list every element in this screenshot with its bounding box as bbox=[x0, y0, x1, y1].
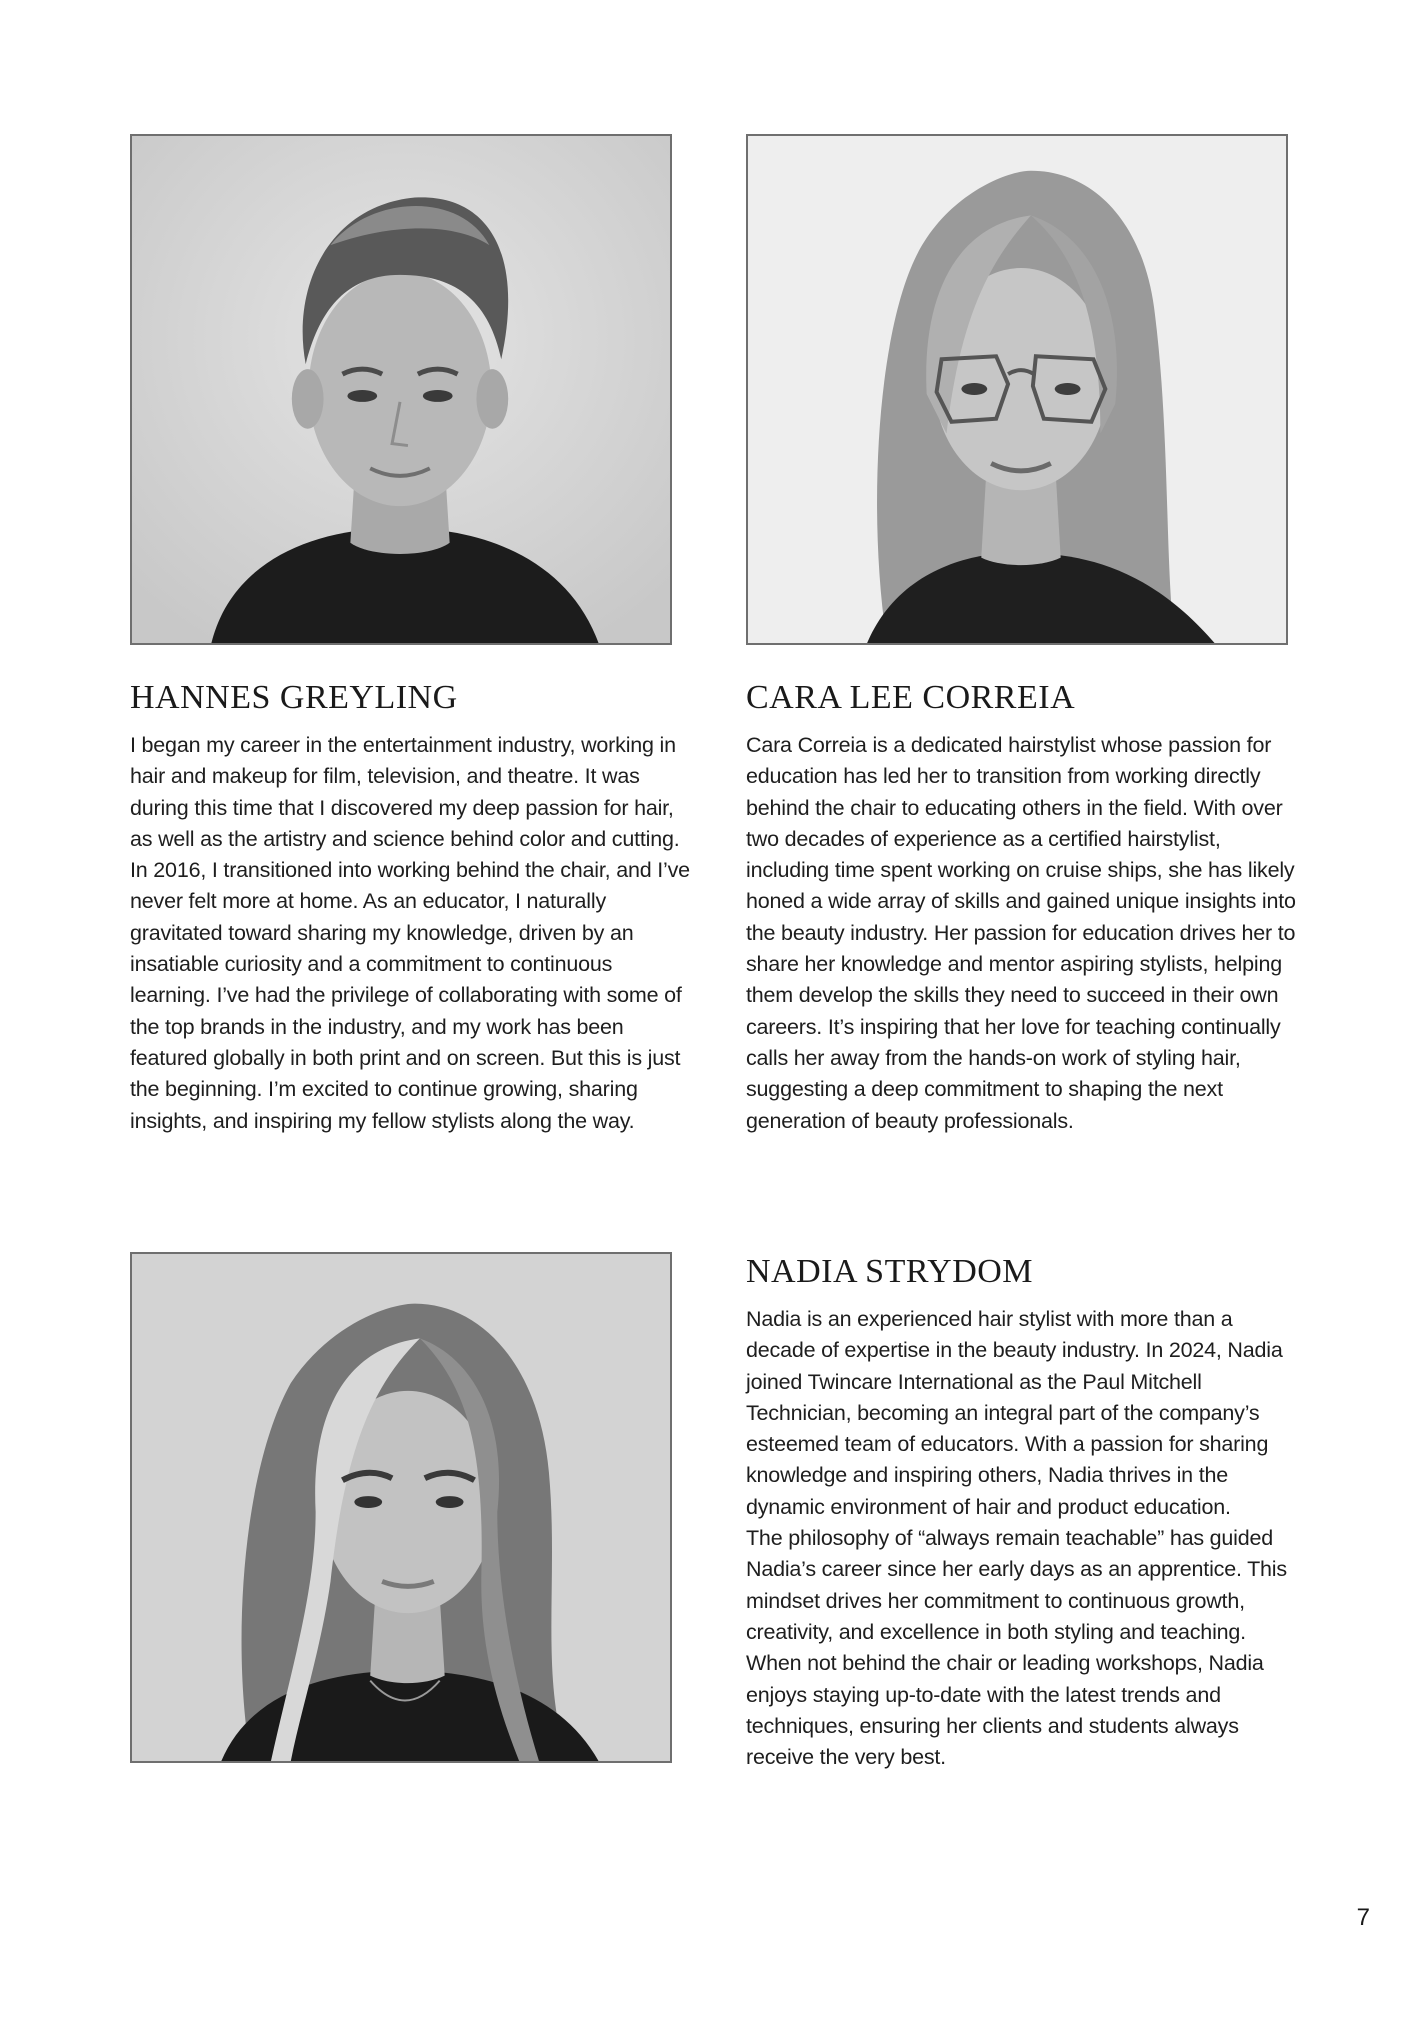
bio-paragraph: I began my career in the entertainment industry, working in hair and makeup for film, television, and theatre. It was during this time that I discovered my deep passion for hair, as well as the artistry and science behind color and cutting. In 2016, I transitioned into working behind the chair, and I’ve never felt more at home. As an educator, I naturally gravitated toward sharing my knowledge, driven by an insatiable curiosity and a commitment to continuous learning. I’ve had the privilege of collaborating with some of the top brands in the industry, and my work has been featured globally in both print and on screen. But this is just the beginning. I’m excited to continue growing, sharing insights, and inspiring my fellow stylists along the way. bbox=[130, 733, 690, 1133]
bio-paragraph: The philosophy of “always remain teachable” has guided Nadia’s career since her early days as an apprentice. This mindset drives her commitment to continuous growth, creativity, and excellence in both styling and teaching. bbox=[746, 1526, 1287, 1644]
portrait-cara-lee-correia bbox=[746, 134, 1288, 645]
profile-bio bbox=[746, 1304, 1306, 1773]
profile-bio bbox=[130, 730, 690, 1137]
profile-bio bbox=[746, 730, 1306, 1137]
bio-paragraph: Cara Correia is a dedicated hairstylist whose passion for education has led her to transition from working directly behind the chair to educating others in the field. With over two decades of experience as a certified hairstylist, including time spent working on cruise ships, she has likely honed a wide array of skills and gained unique insights into the beauty industry. Her passion for education drives her to share her knowledge and mentor aspiring stylists, helping them develop the skills they need to succeed in their own careers. It’s inspiring that her love for teaching continually calls her away from the hands-on work of styling hair, suggesting a deep commitment to shaping the next generation of beauty professionals. bbox=[746, 733, 1296, 1133]
profile-nadia-strydom bbox=[746, 1252, 1306, 1773]
bio-paragraph: When not behind the chair or leading workshops, Nadia enjoys staying up-to-date with the latest trends and techniques, ensuring her clients and students always receive the very best. bbox=[746, 1651, 1264, 1770]
page-number: 7 bbox=[1356, 1904, 1370, 1931]
profile-name: HANNES GREYLING bbox=[130, 679, 458, 716]
profile-cara-lee-correia bbox=[746, 678, 1306, 1137]
bio-paragraph: Nadia is an experienced hair stylist with more than a decade of expertise in the beauty industry. In 2024, Nadia joined Twincare International as the Paul Mitchell Technician, becoming an integral part of the company’s esteemed team of educators. With a passion for sharing knowledge and inspiring others, Nadia thrives in the dynamic environment of hair and product education. bbox=[746, 1307, 1283, 1519]
profile-name: NADIA STRYDOM bbox=[746, 1253, 1034, 1290]
portrait-hannes-greyling bbox=[130, 134, 672, 645]
profile-name: CARA LEE CORREIA bbox=[746, 679, 1076, 716]
portrait-nadia-strydom bbox=[130, 1252, 672, 1763]
profile-hannes-greyling bbox=[130, 678, 690, 1137]
